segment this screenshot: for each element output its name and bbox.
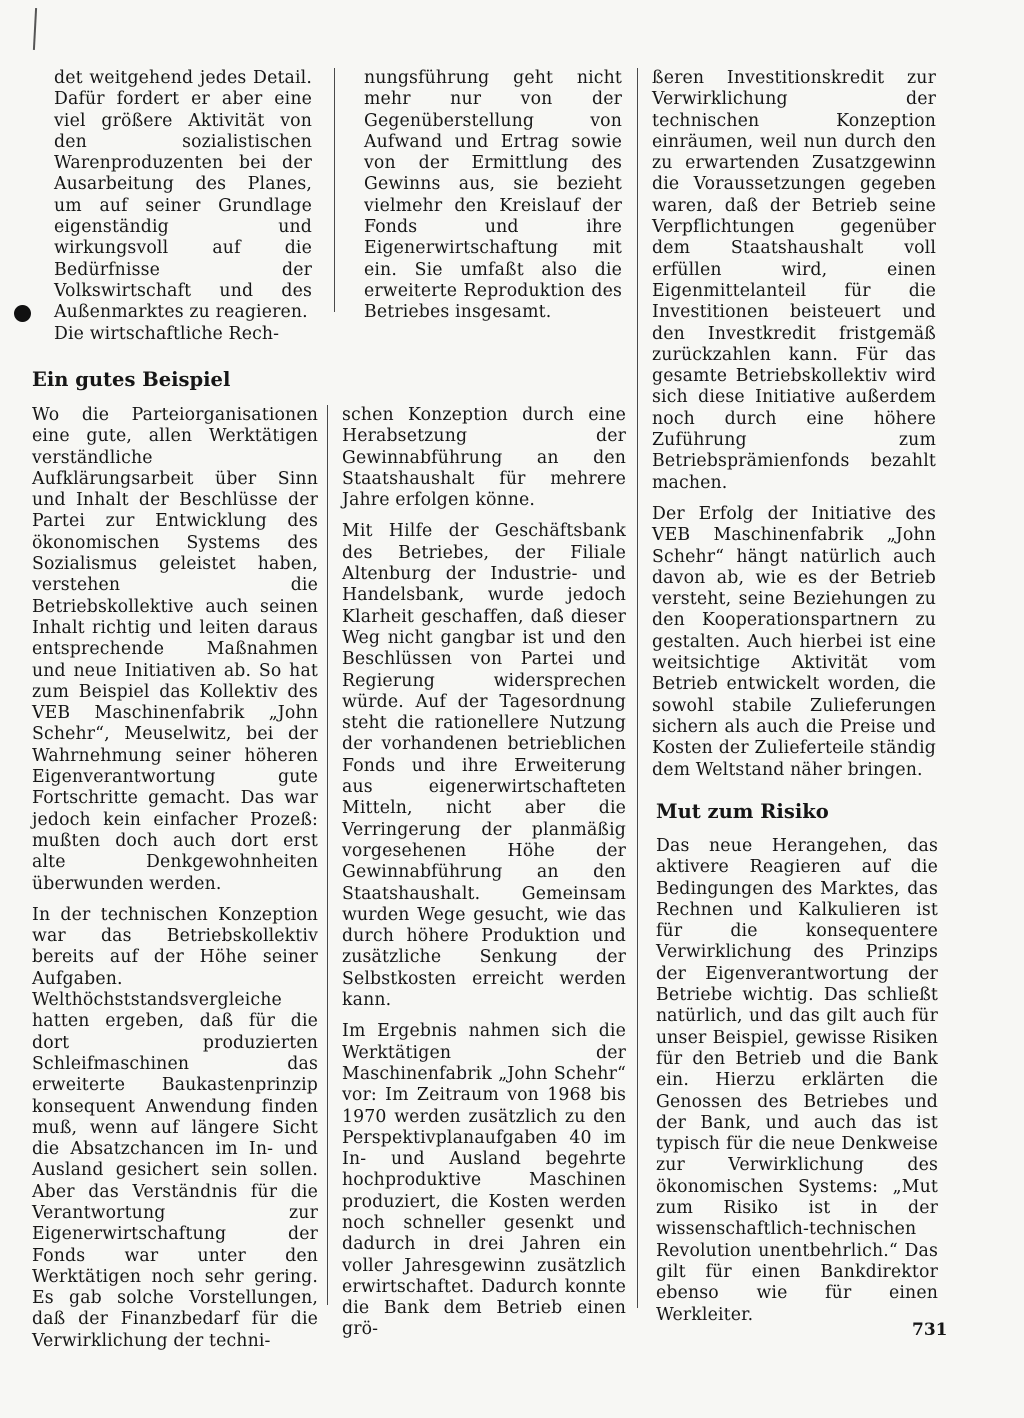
margin-mark bbox=[33, 8, 37, 50]
column-divider bbox=[327, 405, 328, 1305]
column-1-bottom bbox=[32, 405, 318, 1352]
paragraph: Das neue Herangehen, das aktivere Reagieren auf die Bedingungen des Marktes, das Rechnen und Kalkulieren ist für die konsequentere Verwirklichung des Prinzips der Eigenverantwortung der Betriebe wichtig. Das schließt natürlich, und das gilt auch für unser Beispiel, gewisse Risiken für den Betrieb und die Bank ein. Hierzu erklärten die Genossen des Betriebes und der Bank, und auch das ist typisch für die neue Denkweise zur Verwirklichung des ökonomischen Systems: „Mut zum Risiko ist in der wissenschaftlich-technischen Revolution unentbehrlich.“ Das gilt für einen Bankdirektor ebenso wie für einen Werkleiter. bbox=[656, 836, 938, 1325]
paragraph: nungsführung geht nicht mehr nur von der Gegenüberstellung von Aufwand und Ertrag sowie von der Ermittlung des Gewinns aus, sie bezieht vielmehr den Kreislauf der Fonds und ihre Eigenerwirtschaftung mit ein. Sie umfaßt also die erweiterte Reproduktion des Betriebes insgesamt. bbox=[364, 68, 622, 323]
paragraph: schen Konzeption durch eine Herabsetzung der Gewinnabführung an den Staatshaushalt für mehrere Jahre erfolgen könne. bbox=[342, 405, 626, 511]
paragraph: Im Ergebnis nahmen sich die Werktätigen der Maschinenfabrik „John Schehr“ vor: Im Zeitraum von 1968 bis 1970 werden zusätzlich zu den Perspektivplanaufgaben 40 im In- und Ausland begehrte hochproduktive Maschinen produziert, die Kosten werden noch schneller gesenkt und dadurch in drei Jahren ein voller Jahresgewinn zusätzlich erwirtschaftet. Dadurch konnte die Bank dem Betrieb einen grö- bbox=[342, 1021, 626, 1340]
paragraph: ßeren Investitionskredit zur Verwirklichung der technischen Konzeption einräumen, weil nun durch den zu erwartenden Zusatzgewinn die Voraussetzungen gegeben waren, daß der Betrieb seine Verpflichtungen gegenüber dem Staatshaushalt voll erfüllen wird, einen Eigenmittelanteil für die Investitionen beisteuert und den Investkredit fristgemäß zurückzahlen kann. Für das gesamte Betriebskollektiv wird sich diese Initiative außerdem noch durch eine höhere Zuführung zum Betriebsprämienfonds bezahlt machen. bbox=[652, 68, 936, 493]
paragraph: Wo die Parteiorganisationen eine gute, allen Werktätigen verständliche Aufklärungsarbeit über Sinn und Inhalt der Beschlüsse der Partei zur Entwicklung des ökonomischen Systems des Sozialismus geleistet haben, verstehen die Betriebskollektive auch seinen Inhalt richtig und leiten daraus entsprechende Maßnahmen und neue Initiativen ab. So hat zum Beispiel das Kollektiv des VEB Maschinenfabrik „John Schehr“, Meuselwitz, bei der Wahrnehmung seiner höheren Eigenverantwortung gute Fortschritte gemacht. Das war jedoch kein einfacher Prozeß: mußten doch auch dort erst alte Denkgewohnheiten überwunden werden. bbox=[32, 405, 318, 894]
column-divider bbox=[637, 68, 638, 1308]
section-heading: Mut zum Risiko bbox=[656, 800, 829, 823]
paragraph: det weitgehend jedes Detail. Dafür fordert er aber eine viel größere Aktivität von den sozialistischen Warenproduzenten bei der Ausarbeitung des Planes, um auf seiner Grundlage eigenständig und wirkungsvoll auf die Bedürfnisse der Volkswirtschaft und des Außenmarktes zu reagieren. bbox=[54, 68, 312, 323]
column-3-bottom bbox=[656, 836, 938, 1326]
column-divider bbox=[334, 68, 335, 312]
paragraph: Die wirtschaftliche Rech- bbox=[54, 323, 280, 344]
paragraph: In der technischen Konzeption war das Betriebskollektiv bereits auf der Höhe seiner Aufgaben. Welthöchststandsvergleiche hatten ergeben, daß für die dort produzierten Schleifmaschinen das erweiterte Baukastenprinzip konsequent Anwendung finden muß, wenn auf längere Sicht die Absatzchancen im In- und Ausland gesichert sein sollen. Aber das Verständnis für die Verantwortung zur Eigenerwirtschaftung der Fonds war unter den Werktätigen noch sehr gering. Es gab solche Vorstellungen, daß der Finanzbedarf für die Verwirklichung der techni- bbox=[32, 904, 318, 1351]
paragraph: Der Erfolg der Initiative des VEB Maschinenfabrik „John Schehr“ hängt natürlich auch davon ab, wie es der Betrieb versteht, seine Beziehungen zu den Kooperationspartnern zu gestalten. Auch hierbei ist eine weitsichtige Aktivität vom Betrieb entwickelt worden, die sowohl stabile Zulieferungen sichern als auch die Preise und Kosten der Zulieferteile ständig dem Weltstand näher bringen. bbox=[652, 503, 936, 780]
column-3-top bbox=[652, 68, 936, 781]
bullet-point bbox=[14, 305, 31, 322]
page-number: 731 bbox=[912, 1320, 948, 1340]
column-2-top bbox=[364, 68, 622, 324]
section-heading: Ein gutes Beispiel bbox=[32, 368, 231, 391]
column-2-bottom bbox=[342, 405, 626, 1341]
column-1-top bbox=[54, 68, 312, 345]
paragraph: Mit Hilfe der Geschäftsbank des Betriebes, der Filiale Altenburg der Industrie- und Handelsbank, wurde jedoch Klarheit geschaffen, daß dieser Weg nicht gangbar ist und den Beschlüssen von Partei und Regierung widersprechen würde. Auf der Tagesordnung steht die rationellere Nutzung der vorhandenen betrieblichen Fonds und ihre Erweiterung aus eigenerwirtschafteten Mitteln, nicht aber die Verringerung der planmäßig vorgesehenen Höhe der Gewinnabführung an den Staatshaushalt. Gemeinsam wurden Wege gesucht, wie das durch höhere Produktion und zusätzliche Senkung der Selbstkosten erreicht werden kann. bbox=[342, 521, 626, 1011]
